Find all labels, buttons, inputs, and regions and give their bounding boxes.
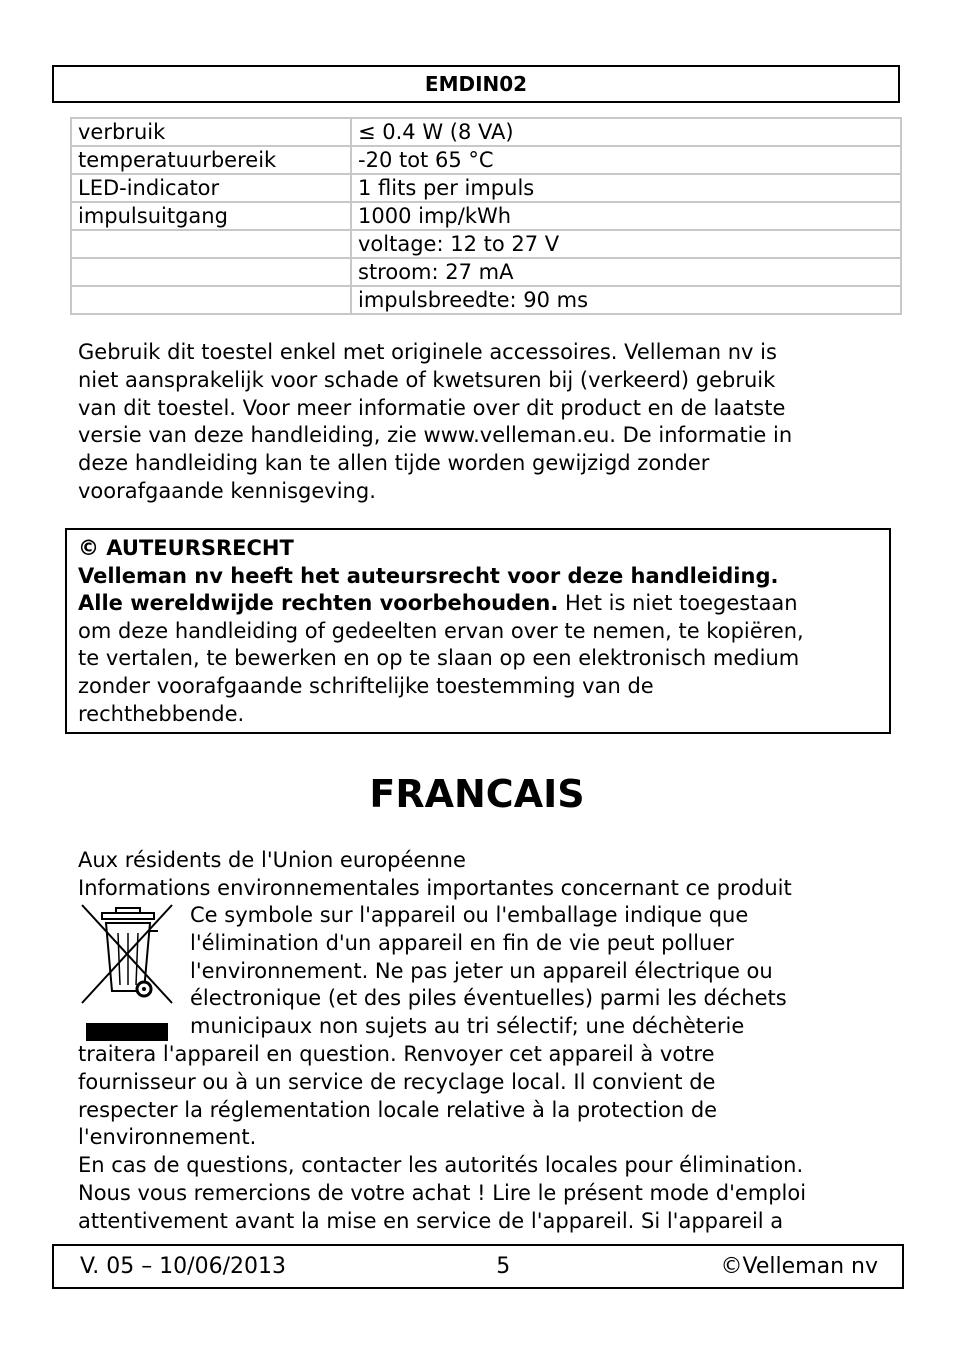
model-header	[52, 65, 900, 103]
paragraph-line: Nous vous remercions de votre achat ! Lire le présent mode d'emploi	[78, 1180, 807, 1205]
version-date: V. 05 – 10/06/2013	[80, 1254, 286, 1279]
weee-explanation	[190, 902, 787, 1041]
spec-value: 1000 imp/kWh	[351, 202, 901, 230]
table-row	[71, 146, 901, 174]
paragraph-line: attentivement avant la mise en service de l'appareil. Si l'appareil a	[78, 1208, 784, 1233]
specifications-table	[70, 117, 902, 315]
usage-disclaimer-paragraph	[78, 339, 792, 506]
table-row	[71, 202, 901, 230]
model-title: EMDIN02	[424, 72, 528, 96]
weee-line: électronique (et des piles éventuelles) parmi les déchets	[190, 986, 787, 1011]
table-row	[71, 258, 901, 286]
paragraph-line: En cas de questions, contacter les autorités locales pour élimination.	[78, 1153, 804, 1178]
spec-label: verbruik	[71, 118, 351, 146]
copyright-line: om deze handleiding of gedeelten ervan over te nemen, te kopiëren,	[78, 618, 804, 643]
paragraph-line: Gebruik dit toestel enkel met originele accessoires. Velleman nv is	[78, 340, 777, 364]
copyright-mixed-line: Alle wereldwijde rechten voorbehouden. Het is niet toegestaan	[78, 591, 798, 616]
spec-value: voltage: 12 to 27 V	[351, 230, 901, 258]
eu-intro	[78, 847, 792, 903]
spec-label	[71, 230, 351, 258]
spec-value: ≤ 0.4 W (8 VA)	[351, 118, 901, 146]
copyright-line: zonder voorafgaande schriftelijke toestemming van de	[78, 673, 654, 698]
paragraph-line: van dit toestel. Voor meer informatie over dit product en de laatste	[78, 395, 786, 420]
copyright-line: te vertalen, te bewerken en op te slaan op een elektronisch medium	[78, 646, 800, 671]
table-row	[71, 230, 901, 258]
paragraph-line: l'environnement.	[78, 1125, 257, 1150]
table-row	[71, 174, 901, 202]
section-title-francais: FRANCAIS	[369, 772, 585, 816]
copyright-notice-box	[65, 528, 891, 734]
spec-label	[71, 258, 351, 286]
spec-value: -20 tot 65 °C	[351, 146, 901, 174]
weee-line: l'élimination d'un appareil en fin de vie peut polluer	[190, 930, 734, 955]
weee-line: l'environnement. Ne pas jeter un appareil électrique ou	[190, 958, 773, 983]
weee-continuation	[78, 1041, 806, 1236]
spec-value: 1 flits per impuls	[351, 174, 901, 202]
intro-line: Informations environnementales importantes concernant ce produit	[78, 875, 792, 900]
paragraph-line: niet aansprakelijk voor schade of kwetsuren bij (verkeerd) gebruik	[78, 367, 776, 392]
intro-line: Aux résidents de l'Union européenne	[78, 848, 466, 872]
spec-value: stroom: 27 mA	[351, 258, 901, 286]
weee-crossed-bin-icon	[80, 903, 176, 1043]
table-row	[71, 118, 901, 146]
spec-label: impulsuitgang	[71, 202, 351, 230]
spec-label: LED-indicator	[71, 174, 351, 202]
page-footer	[52, 1244, 904, 1289]
page-number: 5	[496, 1254, 511, 1279]
paragraph-line: fournisseur ou à un service de recyclage local. Il convient de	[78, 1069, 716, 1094]
spec-label	[71, 286, 351, 314]
paragraph-line: voorafgaande kennisgeving.	[78, 478, 376, 503]
weee-line: municipaux non sujets au tri sélectif; une déchèterie	[190, 1014, 745, 1039]
table-row	[71, 286, 901, 314]
copyright-bold-line: Velleman nv heeft het auteursrecht voor deze handleiding.	[78, 563, 779, 588]
copyright-line: rechthebbende.	[78, 701, 245, 726]
weee-line: Ce symbole sur l'appareil ou l'emballage indique que	[190, 903, 749, 927]
footer-copyright: ©Velleman nv	[720, 1254, 878, 1279]
spec-label: temperatuurbereik	[71, 146, 351, 174]
paragraph-line: traitera l'appareil en question. Renvoyer cet appareil à votre	[78, 1042, 715, 1066]
paragraph-line: respecter la réglementation locale relative à la protection de	[78, 1097, 718, 1122]
copyright-heading: © AUTEURSRECHT	[78, 536, 294, 560]
paragraph-line: versie van deze handleiding, zie www.velleman.eu. De informatie in	[78, 423, 793, 448]
paragraph-line: deze handleiding kan te allen tijde worden gewijzigd zonder	[78, 451, 710, 476]
spec-value: impulsbreedte: 90 ms	[351, 286, 901, 314]
